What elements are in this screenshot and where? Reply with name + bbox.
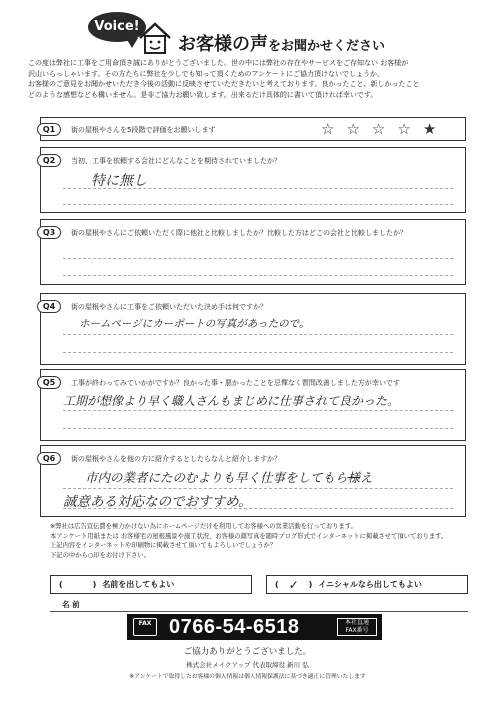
- rating-stars: [321, 122, 436, 137]
- note-line: 上記内容をインターネットや印刷物に掲載させて頂いてもよろしいでしょうか？: [50, 542, 277, 550]
- option2-label: イニシャルなら出してもよい: [318, 580, 422, 589]
- q5-text: 工事が終わってみていかがですか？良かった事・悪かったことを忌憚なく質問改善しました方が幸いです: [71, 379, 400, 387]
- footer-privacy: ※アンケートで取得したお客様の個人情報は個人情報保護法に基づき適正に管理いたします: [129, 674, 366, 680]
- struck-out-character: 様: [347, 470, 361, 485]
- checkmark-icon[interactable]: ✓: [288, 577, 299, 592]
- smiling-house-icon: [138, 20, 172, 56]
- publication-consent: [50, 575, 468, 594]
- paren-open: (: [275, 580, 279, 589]
- answer-guide-line: [63, 188, 453, 189]
- star-outline-icon[interactable]: ☆: [346, 120, 360, 138]
- footer-thanks: ご協力ありがとうございました。: [183, 647, 312, 657]
- consent-notes: [50, 522, 490, 560]
- survey-header: [88, 8, 418, 60]
- q1-label: Q1: [37, 123, 61, 136]
- answer-guide-line: [63, 488, 453, 489]
- question-q6: [40, 445, 466, 517]
- answer-guide-line: [63, 334, 453, 335]
- title-main: お客様の声: [178, 34, 268, 55]
- star-outline-icon[interactable]: ☆: [371, 120, 386, 138]
- answer-guide-line: [63, 508, 453, 509]
- q5-answer[interactable]: 工期が想像より早く職人さんもまじめに仕事されて良かった。: [63, 394, 400, 408]
- question-q1: [40, 117, 466, 141]
- page-title: [178, 30, 385, 56]
- question-q4: [40, 293, 466, 365]
- answer-guide-line: [63, 204, 453, 205]
- question-q3: [40, 219, 466, 285]
- answer-guide-line: [63, 258, 453, 259]
- star-filled-icon[interactable]: ★: [422, 120, 437, 138]
- q6-label: Q6: [37, 452, 61, 465]
- q2-text: 当初、工事を依頼する会社にどんなことを期待されていましたか？: [71, 157, 281, 165]
- footer-company: 株式会社メイクアップ 代表取締役 新川 弘: [186, 661, 309, 669]
- fax-number: 0766-54-6518: [169, 616, 300, 638]
- q2-answer[interactable]: 特に無し: [91, 173, 147, 189]
- answer-guide-line: [63, 275, 453, 276]
- q3-text: 街の屋根やさんにご依頼いただく際に他社と比較しましたか？比較した方はどこの会社と比較しましたか？: [71, 229, 407, 237]
- fax-direct-label: [337, 618, 377, 636]
- answer-guide-line: [63, 428, 453, 429]
- fax-side-line1: 本社直通: [344, 619, 369, 626]
- question-q5: [40, 369, 466, 441]
- name-underline: [50, 611, 468, 612]
- q4-answer[interactable]: ホームページにカーポートの写真があったので。: [79, 318, 310, 330]
- title-tail: をお聞かせください: [268, 39, 386, 54]
- name-field[interactable]: [50, 598, 468, 612]
- q5-label: Q5: [37, 376, 61, 389]
- name-label: 名 前: [62, 600, 80, 609]
- intro-line: この度は弊社に工事をご用命頂き誠にありがとうございました。世の中には弊社の存在やサービスをご存知ない お客様が: [28, 59, 409, 67]
- option-initials[interactable]: [266, 575, 468, 594]
- question-q2: [40, 147, 466, 213]
- q4-text: 街の屋根やさんに工事をご依頼いただいた決め手は何ですか？: [71, 303, 267, 311]
- fax-machine-icon: [133, 618, 157, 636]
- intro-text: [28, 58, 470, 100]
- q3-label: Q3: [37, 226, 61, 239]
- q4-label: Q4: [37, 300, 61, 313]
- paren-close: ): [308, 580, 313, 589]
- voice-badge-tail: [126, 38, 138, 48]
- fax-bar: [127, 614, 382, 640]
- q6-answer-tail: え: [360, 470, 373, 485]
- answer-guide-line: [63, 410, 453, 411]
- note-line: ※弊社は広告宣伝費を極力かけない為にホームページだけを利用してお客様への営業活動を行っております。: [50, 523, 357, 530]
- fax-icon-label: FAX: [138, 620, 152, 627]
- q6-answer-line1[interactable]: [85, 468, 373, 486]
- q6-answer-line2[interactable]: 誠意ある対応なのでおすすめ。: [63, 494, 252, 510]
- option1-label: 名前を出してもよい: [102, 580, 175, 589]
- star-outline-icon[interactable]: ☆: [321, 120, 335, 138]
- q1-text: 街の屋根やさんを5段階で評価をお願いします: [71, 126, 216, 134]
- note-line: 下記の中から○印をお付け下さい。: [50, 551, 150, 559]
- note-line: 本アンケート用紙または お客様宅の屋根風景や施工状況、お客様の顔写真を随時ブログ形式でインターネットに掲載させて頂いております。: [50, 532, 448, 540]
- q2-label: Q2: [37, 154, 61, 167]
- paren-open: (: [59, 580, 63, 589]
- q6-answer-text: 市内の業者にたのむよりも早く仕事をしてもら: [85, 470, 348, 485]
- q6-text: 街の屋根やさんを他の方に紹介するとしたらなんと紹介しますか？: [71, 455, 281, 463]
- option-full-name[interactable]: [50, 575, 252, 594]
- intro-line: お客様のご意見をお聞かせいただき今後の活動に反映させていただきたいと考えております。良かったこと、新しかったこと: [28, 80, 420, 89]
- intro-line: 沢山いらっしゃいます。その方たちに弊社を少しでも知って頂くためのアンケートにご協力頂けないでしょうか。: [28, 69, 385, 78]
- star-outline-icon[interactable]: ☆: [397, 120, 411, 138]
- intro-line: どのような感想なども構いません。是非ご協力お願い致します。出来るだけ具体的に書いて頂ければ幸いです。: [28, 90, 378, 99]
- fax-side-line2: FAX番号: [345, 627, 369, 634]
- paren-close: ): [92, 580, 97, 589]
- voice-badge: Voice!: [88, 12, 146, 42]
- answer-guide-line: [63, 352, 453, 353]
